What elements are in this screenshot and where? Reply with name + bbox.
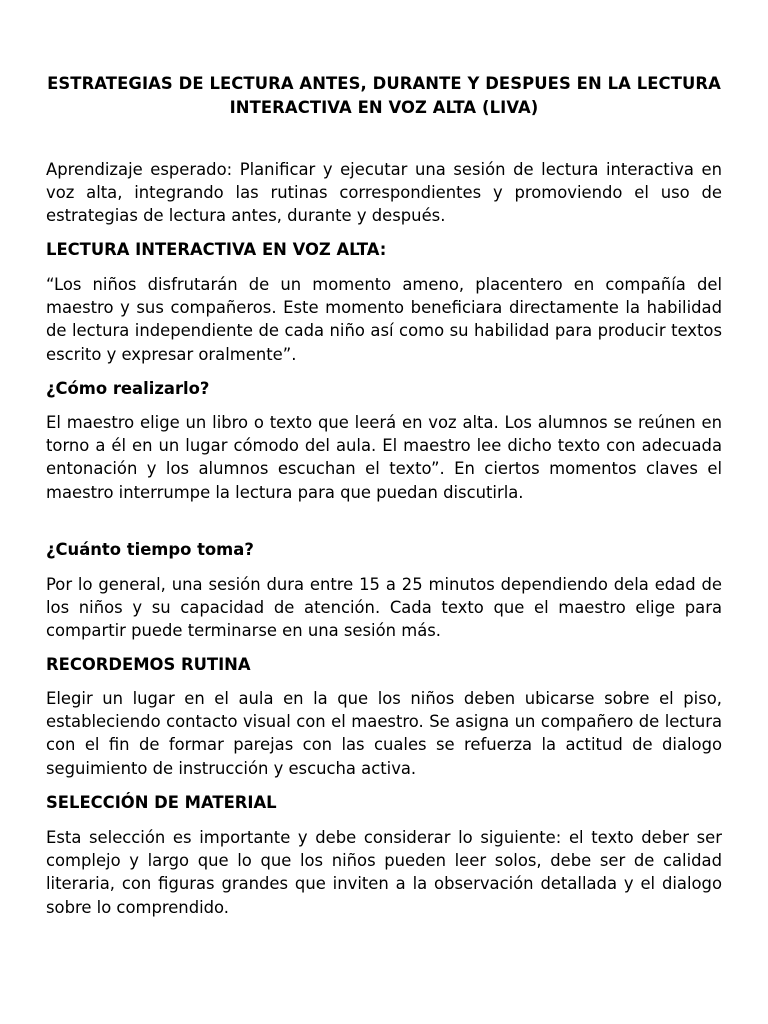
section-heading-como-realizarlo: ¿Cómo realizarlo? (46, 379, 210, 398)
section-paragraph-recordemos-rutina: Elegir un lugar en el aula en la que los niños deben ubicarse sobre el piso, estableciendo contacto visual con el maestro. Se asigna un compañero de lectura con el fin de formar parejas con las cuales se refuerza la actitud de dialogo seguimiento de instrucción y escucha activa. (46, 689, 722, 778)
section-paragraph-seleccion-material: Esta selección es importante y debe considerar lo siguiente: el texto deber ser complejo y largo que lo que los niños pueden leer solos, debe ser de calidad literaria, con figuras grandes que inviten a la observación detallada y el dialogo sobre lo comprendido. (46, 828, 722, 917)
section-paragraph-cuanto-tiempo: Por lo general, una sesión dura entre 15 a 25 minutos dependiendo dela edad de los niños y su capacidad de atención. Cada texto que el maestro elige para compartir puede terminarse en una sesión más. (46, 575, 722, 641)
section-heading-cuanto-tiempo: ¿Cuánto tiempo toma? (46, 540, 254, 559)
section-heading-seleccion-material: SELECCIÓN DE MATERIAL (46, 793, 277, 812)
document-title: ESTRATEGIAS DE LECTURA ANTES, DURANTE Y DESPUES EN LA LECTURA INTERACTIVA EN VOZ ALTA (LIVA) (47, 74, 721, 117)
section-heading-lectura-interactiva: LECTURA INTERACTIVA EN VOZ ALTA: (46, 240, 387, 259)
section-paragraph-lectura-interactiva: “Los niños disfrutarán de un momento ameno, placentero en compañía del maestro y sus compañeros. Este momento beneficiara directamente la habilidad de lectura independiente de cada niño así como su habilidad para producir textos escrito y expresar oralmente”. (46, 275, 722, 364)
intro-paragraph: Aprendizaje esperado: Planificar y ejecutar una sesión de lectura interactiva en voz alta, integrando las rutinas correspondientes y promoviendo el uso de estrategias de lectura antes, durante y después. (46, 160, 722, 226)
section-heading-recordemos-rutina: RECORDEMOS RUTINA (46, 655, 251, 674)
section-paragraph-como-realizarlo: El maestro elige un libro o texto que leerá en voz alta. Los alumnos se reúnen en torno a él en un lugar cómodo del aula. El maestro lee dicho texto con adecuada entonación y los alumnos escuchan el texto”. En ciertos momentos claves el maestro interrumpe la lectura para que puedan discutirla. (46, 413, 722, 502)
